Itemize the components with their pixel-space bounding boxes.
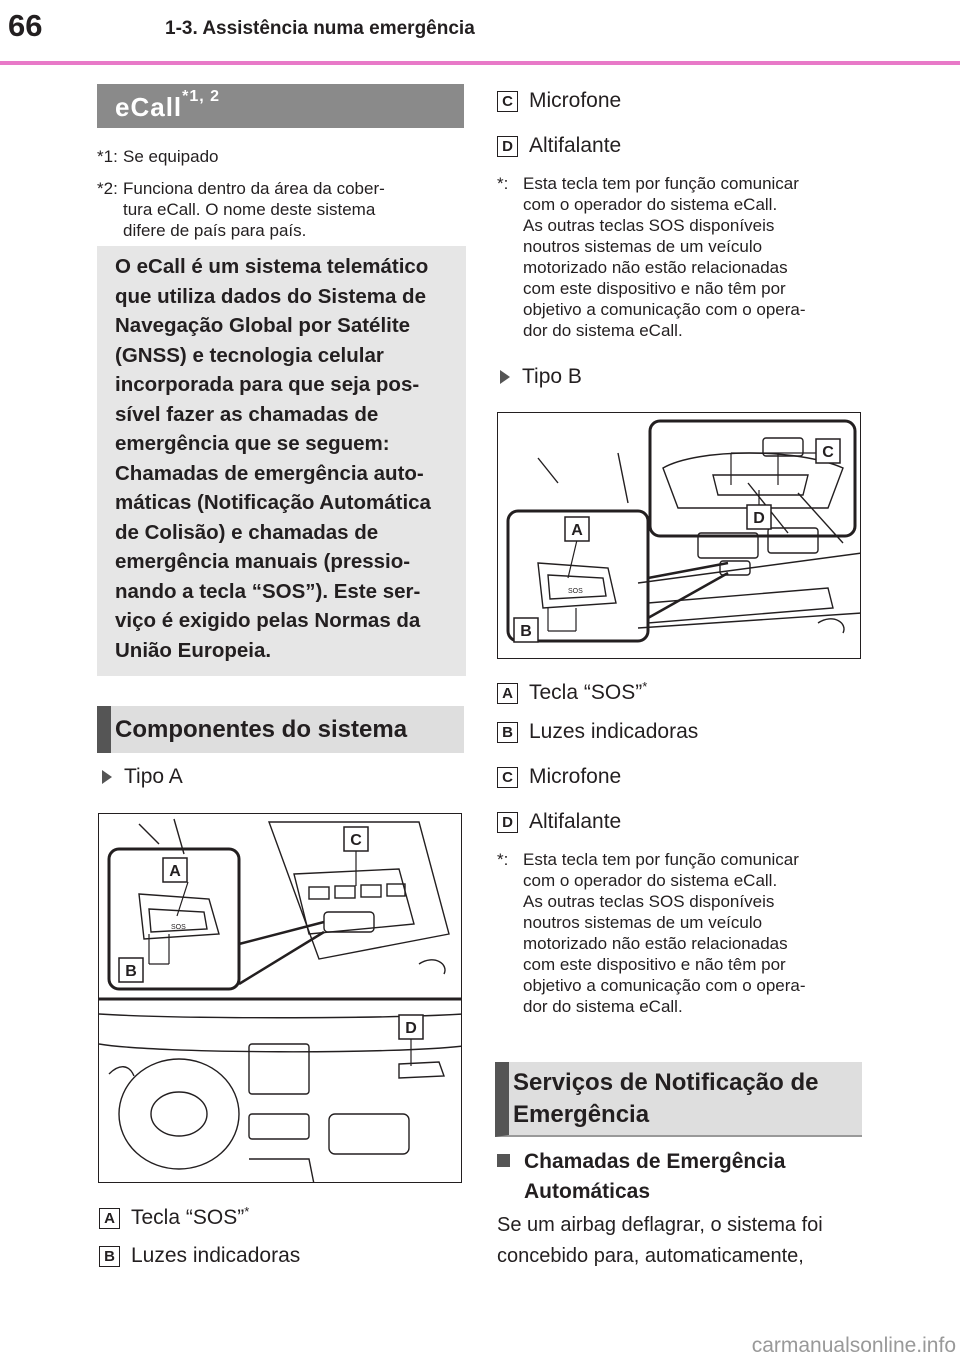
subheading-line: Chamadas de Emergência [524, 1150, 786, 1173]
type-a-illustration [98, 813, 462, 1183]
note-line: As outras teclas SOS disponíveis [523, 892, 775, 911]
type-a-item-a [99, 1199, 249, 1231]
sos-label: SOS [568, 588, 583, 595]
header-rule [0, 61, 960, 65]
ecall-section-title [97, 84, 464, 128]
type-a-drawing [99, 814, 462, 1183]
footnote-2-line: Funciona dentro da área da cober- [123, 179, 385, 198]
body-line: Se um airbag deflagrar, o sistema foi [497, 1214, 823, 1236]
item-sup: * [642, 679, 648, 694]
note-line: motorizado não estão relacionadas [523, 258, 788, 277]
type-a-item-c [497, 88, 621, 114]
footnote-1 [97, 146, 218, 167]
intro-line: Navegação Global por Satélite [115, 314, 411, 337]
type-b-item-c [497, 764, 621, 790]
type-b-label [500, 364, 582, 390]
note-line: noutros sistemas de um veículo [523, 237, 763, 256]
intro-line: emergência que se seguem: [115, 432, 390, 455]
note-line: objetivo a comunicação com o opera- [523, 976, 806, 995]
note-mark: *: [497, 850, 509, 869]
note-mark: *: [497, 174, 509, 193]
chapter-title: 1-3. Assistência numa emergência [165, 18, 475, 39]
callout-c: C [822, 444, 834, 461]
item-text: Microfone [529, 765, 622, 788]
item-text: Luzes indicadoras [131, 1244, 301, 1267]
callout-d: D [405, 1020, 417, 1037]
type-b-illustration [497, 412, 861, 659]
type-b-label-text: Tipo B [522, 365, 582, 388]
ecall-title-text: eCall [115, 92, 183, 122]
item-text: Altifalante [529, 134, 622, 157]
intro-line: nando a tecla “SOS”). Este ser- [115, 579, 421, 603]
item-text: Altifalante [529, 810, 622, 833]
type-b-item-d [497, 809, 621, 835]
services-title-line: Emergência [513, 1101, 650, 1128]
intro-line: sível fazer as chamadas de [115, 402, 379, 426]
type-a-label-text: Tipo A [124, 765, 183, 788]
letter-badge: C [497, 91, 518, 112]
type-a-label [102, 764, 183, 790]
item-text: Tecla “SOS” [131, 1206, 245, 1229]
note-line: Esta tecla tem por função comunicar [523, 174, 799, 193]
body-line: concebido para, automaticamente, [497, 1245, 804, 1267]
footnote-2 [97, 178, 385, 241]
letter-badge: D [497, 812, 518, 833]
intro-line: (GNSS) e tecnologia celular [115, 343, 384, 367]
note-line: noutros sistemas de um veículo [523, 913, 763, 932]
intro-line: Chamadas de emergência auto- [115, 461, 424, 485]
type-a-item-b [99, 1243, 300, 1269]
intro-line: de Colisão) e chamadas de [115, 520, 379, 544]
note-text [523, 849, 806, 1017]
note-line: com o operador do sistema eCall. [523, 871, 778, 890]
footnote-2-text [123, 178, 385, 241]
services-body [497, 1210, 823, 1272]
intro-line: União Europeia. [115, 638, 272, 662]
callout-c: C [350, 832, 362, 849]
type-b-item-b [497, 719, 698, 745]
triangle-bullet-icon [102, 770, 112, 784]
type-b-drawing [498, 413, 861, 659]
watermark: carmanualsonline.info [751, 1334, 956, 1357]
services-title-line: Serviços de Notificação de [513, 1069, 819, 1096]
item-text: Luzes indicadoras [529, 720, 699, 743]
item-sup: * [244, 1204, 250, 1219]
letter-badge: A [99, 1208, 120, 1229]
intro-line: viço é exigido pelas Normas da [115, 609, 421, 632]
triangle-bullet-icon [500, 370, 510, 384]
note-text [523, 173, 806, 341]
callout-b: B [520, 623, 532, 640]
note-line: Esta tecla tem por função comunicar [523, 850, 799, 869]
letter-badge: C [497, 767, 518, 788]
components-section-title: Componentes do sistema [97, 706, 464, 753]
note-line: dor do sistema eCall. [523, 997, 683, 1016]
footnote-1-mark: *1: [97, 147, 118, 166]
letter-badge: B [497, 722, 518, 743]
intro-line: que utiliza dados do Sistema de [115, 284, 426, 308]
note-line: com este dispositivo e não têm por [523, 955, 786, 974]
intro-line: emergência manuais (pressio- [115, 550, 411, 573]
type-b-note [497, 849, 806, 1017]
note-line: com este dispositivo e não têm por [523, 279, 786, 298]
square-bullet-icon [497, 1154, 510, 1167]
item-text: Microfone [529, 89, 622, 112]
ecall-intro-box [97, 246, 466, 676]
intro-line: máticas (Notificação Automática [115, 491, 431, 514]
subheading-line: Automáticas [524, 1180, 651, 1203]
callout-d: D [753, 510, 765, 527]
type-a-item-d [497, 133, 621, 159]
letter-badge: A [497, 683, 518, 704]
footnote-2-mark: *2: [97, 179, 118, 198]
auto-calls-subheading [497, 1147, 785, 1207]
page-number: 66 [8, 8, 43, 43]
item-text: Tecla “SOS” [529, 681, 643, 704]
intro-line: O eCall é um sistema telemático [115, 255, 429, 278]
note-line: com o operador do sistema eCall. [523, 195, 778, 214]
footnote-1-text: Se equipado [123, 147, 219, 166]
callout-a: A [169, 863, 181, 880]
note-line: As outras teclas SOS disponíveis [523, 216, 775, 235]
note-line: motorizado não estão relacionadas [523, 934, 788, 953]
note-line: dor do sistema eCall. [523, 321, 683, 340]
footnote-2-line: difere de país para país. [123, 221, 307, 240]
letter-badge: D [497, 136, 518, 157]
note-line: objetivo a comunicação com o opera- [523, 300, 806, 319]
services-section-title [495, 1062, 862, 1137]
sos-label: SOS [171, 924, 186, 931]
letter-badge: B [99, 1246, 120, 1267]
type-b-item-a [497, 674, 647, 706]
callout-b: B [125, 963, 137, 980]
callout-a: A [571, 522, 583, 539]
type-a-note [497, 173, 806, 341]
footnote-2-line: tura eCall. O nome deste sistema [123, 200, 376, 219]
intro-line: incorporada para que seja pos- [115, 373, 420, 396]
ecall-title-sup: *1, 2 [182, 88, 221, 105]
